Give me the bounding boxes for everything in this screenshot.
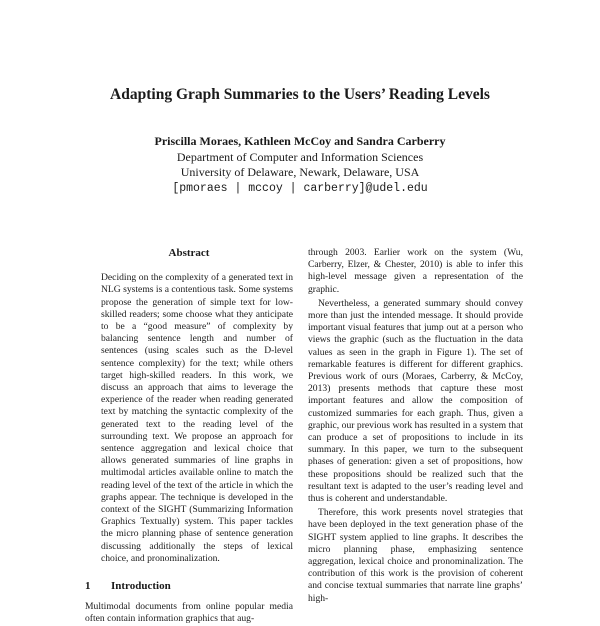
body-paragraph: through 2003. Earlier work on the system (Wu, Carberry, Elzer, & Chester, 2010) is able to infer this high-level message given a representation of the graphic. bbox=[308, 247, 523, 295]
section-heading-introduction bbox=[85, 580, 293, 592]
author-names: Priscilla Moraes, Kathleen McCoy and Sandra Carberry bbox=[154, 134, 446, 148]
abstract-body: Deciding on the complexity of a generated text in NLG systems is a contentious task. Some systems propose the generation of simple text for low-skilled readers; some choose what they anticipate to be a “good measure” of complexity by balancing sentence length and number of sentences (using scales such as the D-level sentence complexity) for the text; while others target high-skilled readers. In this work, we discuss an approach that aims to leverage the experience of the reader when reading generated text by matching the syntactic complexity of the generated text to the reading level of the surrounding text. We propose an approach for sentence aggregation and lexical choice that allows generated summaries of line graphs in multimodal articles available online to match the reading level of the text of the article in which the graphs appear. The technique is developed in the context of the SIGHT (Summarizing Information Graphics Textually) system. This paper tackles the micro planning phase of sentence generation discussing additionally the steps of lexical choice, and pronominalization. bbox=[101, 272, 293, 564]
section-title: Introduction bbox=[111, 580, 171, 593]
paper-title: Adapting Graph Summaries to the Users’ Reading Levels bbox=[110, 86, 490, 103]
author-emails: [pmoraes | mccoy | carberry]@udel.edu bbox=[172, 181, 428, 195]
right-column bbox=[308, 247, 523, 605]
section-number: 1 bbox=[85, 580, 91, 593]
left-column bbox=[85, 247, 293, 626]
affiliation: Department of Computer and Information Sciences bbox=[176, 149, 424, 164]
body-paragraph: Therefore, this work presents novel strategies that have been deployed in the text generation phase of the SIGHT system applied to line graphs. It describes the micro planning phase, emphasizing sentence aggregation, lexical choice and pronominalization. The contribution of this work is the provision of coherent and concise textual summaries that narrate line graphs’ high- bbox=[308, 507, 523, 604]
body-paragraph: Nevertheless, a generated summary should convey more than just the intended message. It should provide important visual features that jump out at a person who views the graphic (such as the fluctuation in the data values as seen in the graph in Figure 1). The set of remarkable features is different for different graphics. Previous work of ours (Moraes, Carberry, & McCoy, 2013) presents methods that capture these most important features and allow the composition of customized summaries for each graph. Thus, given a graphic, our previous work has resulted in a system that can produce a set of propositions to include in its summary. In this paper, we turn to the subsequent phases of generation: given a set of propositions, how these propositions should be realized such that the resultant text is adapted to the user’s reading level and thus is coherent and understandable. bbox=[308, 297, 523, 505]
author-block bbox=[0, 134, 600, 196]
introduction-paragraph: Multimodal documents from online popular media often contain information graphics that aug- bbox=[85, 601, 293, 625]
institution: University of Delaware, Newark, Delaware, USA bbox=[180, 165, 420, 179]
abstract-heading: Abstract bbox=[168, 247, 210, 259]
